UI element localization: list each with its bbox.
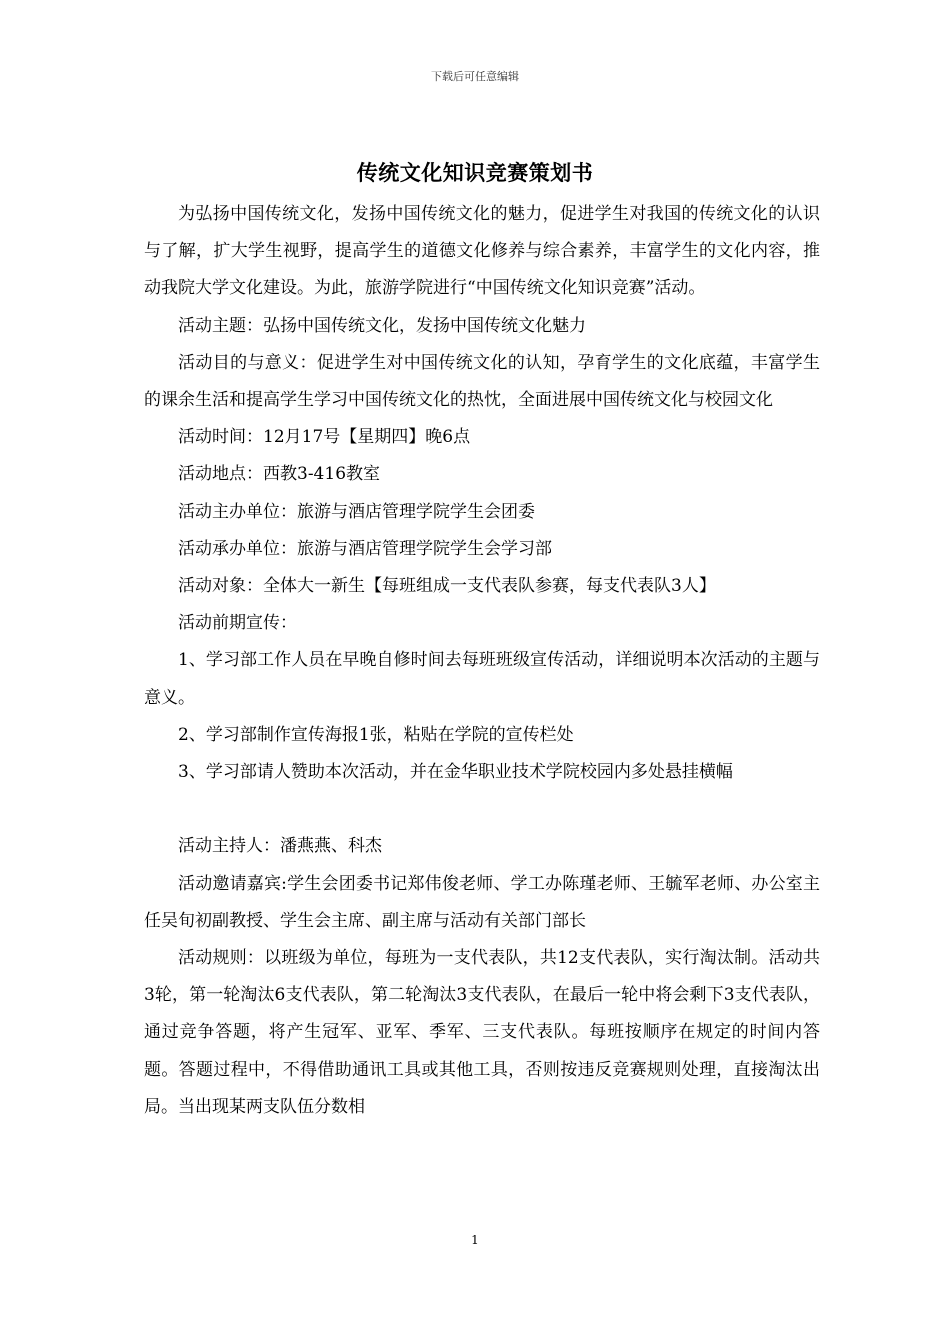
activity-guests: 活动邀请嘉宾:学生会团委书记郑伟俊老师、学工办陈瑾老师、王毓军老师、办公室主任吴旬初副教授、学生会主席、副主席与活动有关部门部长 <box>144 873 820 931</box>
document-title: 传统文化知识竞赛策划书 <box>356 160 594 185</box>
activity-time: 活动时间：12月17号【星期四】晚6点 <box>178 427 471 448</box>
activity-theme: 活动主题：弘扬中国传统文化，发扬中国传统文化魅力 <box>178 315 586 336</box>
activity-location: 活动地点：西教3-416教室 <box>178 464 381 485</box>
document-body <box>144 196 820 1126</box>
activity-co-organizer: 活动承办单位：旅游与酒店管理学院学生会学习部 <box>178 538 552 559</box>
blank-line <box>144 791 820 828</box>
intro-paragraph: 为弘扬中国传统文化，发扬中国传统文化的魅力，促进学生对我国的传统文化的认识与了解，扩大学生视野，提高学生的道德文化修养与综合素养，丰富学生的文化内容，推动我院大学文化建设。为此，旅游学院进行“中国传统文化知识竞赛”活动。 <box>144 204 820 299</box>
activity-purpose: 活动目的与意义：促进学生对中国传统文化的认知，孕育学生的文化底蕴，丰富学生的课余生活和提高学生学习中国传统文化的热忱，全面进展中国传统文化与校园文化 <box>144 352 820 411</box>
publicity-item-2: 2、学习部制作宣传海报1张，粘贴在学院的宣传栏处 <box>178 724 574 745</box>
activity-hosts: 活动主持人：潘燕燕、科杰 <box>178 836 382 857</box>
activity-rules: 活动规则：以班级为单位，每班为一支代表队，共12支代表队，实行淘汰制。活动共3轮，第一轮淘汰6支代表队，第二轮淘汰3支代表队，在最后一轮中将会剩下3支代表队，通过竞争答题，将产生冠军、亚军、季军、三支代表队。每班按顺序在规定的时间内答题。答题过程中，不得借助通讯工具或其他工具，否则按违反竞赛规则处理，直接淘汰出局。当出现某两支队伍分数相 <box>144 948 820 1117</box>
publicity-heading: 活动前期宣传： <box>178 613 297 634</box>
publicity-item-3: 3、学习部请人赞助本次活动，并在金华职业技术学院校园内多处悬挂横幅 <box>178 762 733 783</box>
publicity-item-1: 1、学习部工作人员在早晚自修时间去每班班级宣传活动，详细说明本次活动的主题与意义。 <box>144 650 820 708</box>
header-note: 下载后可任意编辑 <box>431 70 519 83</box>
activity-organizer: 活动主办单位：旅游与酒店管理学院学生会团委 <box>178 501 535 522</box>
activity-participants: 活动对象：全体大一新生【每班组成一支代表队参赛，每支代表队3人】 <box>178 576 716 597</box>
page-number: 1 <box>471 1233 479 1247</box>
